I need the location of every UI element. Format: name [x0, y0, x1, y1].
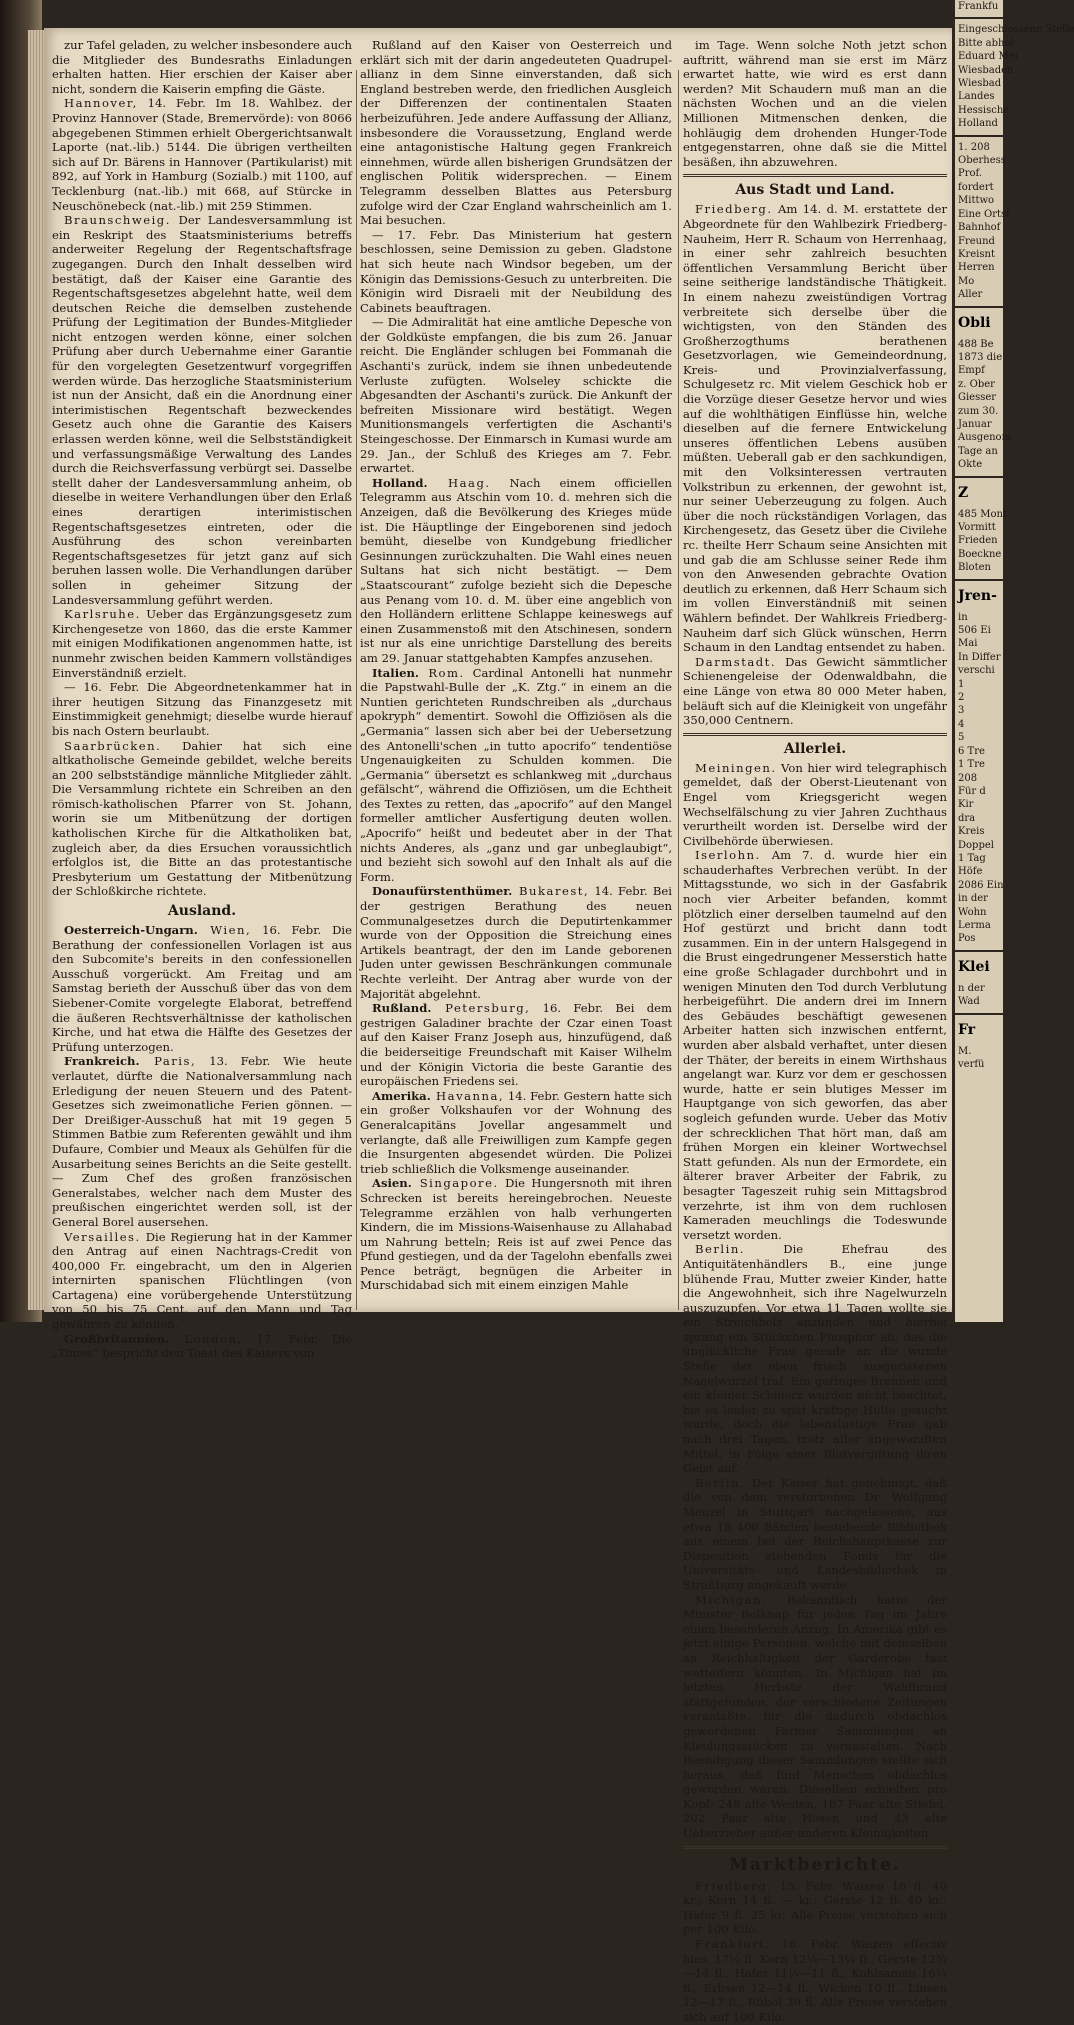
strip-text: Empf	[958, 365, 985, 377]
strip-text: zum 30.	[958, 405, 999, 417]
strip-text: 1 Tre	[958, 759, 985, 771]
section-rule	[683, 174, 947, 177]
country-heading: Italien.	[372, 665, 419, 680]
strip-text: 6 Tre	[958, 745, 985, 757]
adjacent-page-strip	[952, 0, 1074, 1322]
article-paragraph	[683, 38, 947, 169]
strip-heading: Obli	[958, 314, 991, 331]
dateline: Braunschweig.	[64, 213, 171, 228]
article-paragraph	[360, 1089, 672, 1177]
dateline: Paris,	[139, 1054, 197, 1069]
article-paragraph	[52, 1230, 352, 1332]
article-paragraph	[52, 38, 352, 96]
dateline: Bukarest,	[512, 884, 590, 899]
dateline: Versailles.	[64, 1229, 141, 1244]
strip-text: 208	[958, 772, 978, 784]
article-text: Am 14. d. M. erstattete der Abgeordnete für den Wahlbezirk Friedberg-Nauheim, Herr R. Schaum von Herrenhaag, in einer sehr zahlreich besuchten öffentlichen Versammlung Bericht über seine seitherige landständische Thätigkeit. In einem nahezu zweistündigen Vortrag verbreitete sich derselbe über die wichtigsten, von den Ständen des Großherzogthums berathenen Gesetzvorlagen, wie Gemeindeordnung, Kreis- und Provinzialverfassung, Schulgesetz rc. Mit vielem Geschick hob er die Vorzüge dieser Gesetze hervor und wies auf die wohlthätigen Einflüsse hin, welche dieselben auf die fernere Entwickelung unseres öffentlichen Lebens ausüben müßten. Ueberall gab er den sachkundigen, mit den Volksinteressen vertrauten Volkstribun zu erkennen, der gewohnt ist, nur seiner Ueberzeugung zu folgen. Auch über die noch rückständigen Vorlagen, das Kirchengesetz, das Gesetz über die Civilehe rc. theilte Herr Schaum seine Ansichten mit und gab die am Schlusse seiner Rede ihm von den Anwesenden gebrachte Ovation deutlich zu erkennen, daß Herr Schaum sich im vollen Einverständniß mit seinen Wählern befindet. Der Wahlkreis Friedberg-Nauheim darf sich Glück wünschen, Herrn Schaum in den Landtag entsendet zu haben.	[683, 202, 947, 655]
dateline: Iserlohn.	[695, 848, 761, 863]
article-text: 13. Febr. Wie heute verlautet, dürfte die Nationalversammlung nach Erledigung der neuen Steuern und des Patent-Gesetzes sich zweimonatliche Ferien gönnen. — Der Dreißiger-Ausschuß hat mit 19 gegen 5 Stimmen Batbie zum Referenten gewählt und ihm Dufaure, Combier und Meaux als Gehülfen für die Ausarbeitung seines Berichts an die Seite gestellt. — Zum Chef des großen französischen Generalstabes, welcher nach dem Muster des preußischen eingerichtet werden soll, ist der General Borel ausersehen.	[52, 1054, 353, 1229]
article-paragraph	[683, 1937, 947, 2025]
dateline: Petersburg,	[431, 1001, 531, 1016]
strip-text: Vormitt	[958, 522, 996, 533]
strip-text: Kreis	[958, 826, 985, 838]
dateline: Frankfurt,	[695, 1937, 771, 1952]
column-1	[52, 38, 353, 1361]
strip-text: Hessische	[958, 104, 1010, 116]
strip-text: Kir	[958, 799, 974, 811]
strip-text: 4	[958, 718, 965, 730]
dateline: Singapore.	[411, 1176, 499, 1191]
article-text: 17. Febr. Die „Times“ bespricht den Toast des Kaisers von	[52, 1331, 352, 1361]
article-text: Nach einem officiellen Telegramm aus Atschin vom 10. d. mehren sich die Anzeigen, daß die Bevölkerung des Krieges müde ist. Die Häuptlinge der Eingeborenen sind jedoch bemüht, dieselbe von Kundgebung friedlicher Gesinnungen zurückzuhalten. Die Wahl eines neuen Sultans hat sich nicht bestätigt. — Dem „Staatscourant“ zufolge bezieht sich die Depesche aus Penang vom 10. d. M. über eine angeblich von den Holländern erlittene Schlappe keineswegs auf einen Zusammenstoß mit den Atschinesen, sondern ist nur als eine unrichtige Darstellung des bereits am 29. Januar stattgehabten Kampfes anzusehen.	[360, 475, 672, 665]
article-text: Das Gewicht sämmtlicher Schienengeleise der Odenwaldbahn, die eine Länge von etwa 80 000 Meter haben, beläuft sich auf die Kleinigkeit von ungefähr 350,000 Centnern.	[683, 654, 947, 728]
dateline: Wien,	[197, 923, 252, 938]
strip-text: M.	[958, 1045, 972, 1057]
strip-text: Boeckne	[958, 548, 1002, 560]
article-text: zur Tafel geladen, zu welcher insbesondere auch die Mitglieder des Bundesraths Einladungen erhalten hatten. Hier erschien der Kaiser aber nicht, sondern die Kaiserin empfing die Gäste.	[52, 38, 352, 96]
strip-text: 485 Mont	[958, 508, 1007, 520]
article-paragraph	[360, 666, 672, 885]
article-paragraph	[360, 1176, 672, 1293]
article-text: 16. Febr. Waizen effectiv hies. 17¼ fl. Korn 12¼—13¼ fl., Gerste 12¾—14 fl., Hafer 11¼—11 fl., Kohlsamen 16¼ fl., Erbsen 12—14 fl., Wicken 10 fl., Linsen 12—17 fl., Rüböl 39 fl. Alle Preise verstehen sich auf 100 Kilo.	[683, 1937, 947, 2024]
strip-rule	[955, 950, 1003, 952]
dateline: Karlsruhe.	[64, 607, 141, 622]
dateline: Hannover,	[64, 96, 138, 111]
strip-text: 506 Ei	[958, 625, 991, 637]
article-paragraph	[360, 228, 672, 316]
strip-rule	[955, 579, 1003, 581]
article-text: im Tage. Wenn solche Noth jetzt schon auftritt, während man sie erst im März erwartet hatte, wie wird es erst dann werden? Mit Schaudern muß man an die nächsten Wochen und an die vielen Millionen Mitmenschen denken, die hohläugig dem drohenden Hunger-Tode entgegenstarren, ohne daß sie die Mittel besäßen, ihn abzuwehren.	[683, 38, 947, 169]
dateline: Friedberg,	[695, 1878, 773, 1893]
article-text: Cardinal Antonelli hat nunmehr die Papstwahl-Bulle der „K. Ztg.“ in einem an die Nuntien gerichteten Rundschreiben als „durchaus apokryph“ dementirt. Sowohl die Offiziösen als die „Germania“ lassen sich aber bei der Uebersetzung des Antonelli'schen „in tutto apocrifo“ tendentiöse Ungenauigkeiten zu Schulden kommen. Die „Germania“ übersetzt es schlankweg mit „durchaus gefälscht“, während die Offiziösen, um die Echtheit des Textes zu retten, das „apocrifo“ auf den Mangel formeller amtlicher Ausfertigung deuten wollen. „Apocrifo“ heißt und bedeutet aber in der That nichts Anderes, als „ganz und gar unbeglaubigt“, und bezieht sich sowohl auf den Inhalt als auf die Form.	[360, 665, 672, 884]
strip-heading: Fr	[958, 1021, 976, 1038]
article-text: Die Hungersnoth mit ihren Schrecken ist bereits hereingebrochen. Neueste Telegramme erzählen von halb verhungerten Kindern, die im Missions-Waisenhause zu Allahabad um Nahrung betteln; Reis ist auf zwei Pence das Pfund gestiegen, und da der Tagelohn ebenfalls zwei Pence beträgt, begnügen die Arbeiter in Murschidabad sich mit einem einzigen Mahle	[360, 1176, 672, 1293]
dateline: Darmstadt.	[695, 654, 777, 669]
dateline: Michigan.	[695, 1592, 768, 1607]
dateline: Haag.	[427, 475, 491, 490]
article-paragraph	[360, 1001, 672, 1089]
article-text: Von hier wird telegraphisch gemeldet, daß der Oberst-Lieutenant von Engel vom Kriegsgericht wegen Wechselfälschung zu vier Jahren Zuchthaus verurtheilt worden ist. Derselbe wird der Civilbehörde überwiesen.	[683, 760, 947, 848]
article-paragraph	[52, 607, 352, 680]
strip-text: Prof.	[958, 168, 983, 180]
strip-rule	[955, 17, 1003, 19]
article-paragraph	[360, 38, 672, 228]
article-text: 16. Febr. Die Berathung der confessionellen Vorlagen ist aus den Subcomite's bereits in den confessionellen Ausschuß vorgerückt. Am Freitag und am Samstag berieth der Ausschuß über das von dem Siebener-Comite vorgelegte Elaborat, betreffend die äußeren Rechtsverhältnisse der katholischen Kirche, und hat etwa die Hälfte des Gesetzes der Prüfung unterzogen.	[52, 923, 352, 1054]
strip-text: 1873 die	[958, 351, 1003, 363]
strip-text: Landes	[958, 91, 995, 103]
article-paragraph	[683, 1879, 947, 1937]
country-heading: Großbritannien.	[64, 1331, 170, 1346]
strip-text: Höfe	[958, 866, 983, 878]
section-heading: Ausland.	[167, 903, 237, 920]
strip-rule	[955, 1013, 1003, 1015]
section-heading: Marktberichte.	[729, 1854, 901, 1875]
article-paragraph	[52, 213, 352, 607]
article-paragraph	[52, 923, 352, 1054]
strip-text: Januar	[958, 418, 992, 430]
column-2	[360, 38, 672, 1298]
column-3	[683, 38, 947, 2024]
article-paragraph	[683, 1593, 947, 1841]
strip-text: Mittwo	[958, 195, 995, 207]
article-text: — 16. Febr. Die Abgeordnetenkammer hat in ihrer heutigen Sitzung das Finanzgesetz mit Einstimmigkeit genehmigt; dieselbe wurde hierauf bis nach Ostern beurlaubt.	[52, 680, 352, 738]
country-heading: Rußland.	[372, 1001, 432, 1016]
article-text: Die Regierung hat in der Kammer den Antrag auf einen Nachtrags-Credit von 400,000 Fr. eingebracht, um den in Algerien internirten spanischen Flüchtlingen (von Cartagena) eine vorübergehende Unterstützung von 50 bis 75 Cent. auf den Mann und Tag gewähren zu können.	[52, 1229, 352, 1332]
strip-text: z. Ober	[958, 378, 995, 390]
strip-text: verfü	[958, 1059, 985, 1070]
dateline: Friedberg.	[695, 202, 773, 217]
strip-heading: Jren-	[958, 587, 997, 604]
strip-rule	[955, 476, 1003, 478]
article-text: Rußland auf den Kaiser von Oesterreich und erklärt sich mit der darin angedeuteten Quadrupel-allianz in dem Sinne einverstanden, daß sich England bestreben werde, den friedlichen Ausgleich der Differenzen der continentalen Staaten herbeizuführen. Jede andere Auffassung der Allianz, insbesondere die Voraussetzung, England werde eine antagonistische Haltung gegen Frankreich einnehmen, würde allen bisherigen Grundsätzen der englischen Politik widersprechen. — Einem Telegramm desselben Blattes aus Petersburg zufolge wird der Czar England wahrscheinlich am 1. Mai besuchen.	[360, 38, 672, 228]
article-text: Dahier hat sich eine altkatholische Gemeinde gebildet, welche bereits an 200 selbstständige männliche Mitglieder zählt. Die Versammlung richtete ein Schreiben an den römisch-katholischen Pfarrer von St. Johann, worin sie um Mitbenützung der dortigen katholischen Kirche für die Altkatholiken bat, zugleich aber, da dies Ersuchen voraussichtlich erfolglos ist, die Bitte an das protestantische Presbyterium um Gestattung der Mitbenützung der Schloßkirche richtete.	[52, 738, 352, 899]
section-rule	[683, 1846, 947, 1849]
column-rule	[678, 70, 679, 1310]
strip-text: in	[958, 611, 968, 623]
article-paragraph	[52, 739, 352, 900]
article-paragraph	[52, 680, 352, 738]
strip-text: Mo	[958, 275, 975, 287]
article-text: Die Ehefrau des Antiquitätenhändlers B., eine junge blühende Frau, Mutter zweier Kinder, hatte die Angewohnheit, sich ihre Nagelwurzeln auszuzupfen. Vor etwa 11 Tagen wollte sie ein Streichholz anzünden und hierbei sprang ein Stückchen Phosphor ab, das die unglückliche Frau gerade an die wunde Stelle der eben frisch ausgerissenen Nagelwurzel traf. Ein geringes Brennen und ein kleiner Schmerz wurden nicht beachtet, bis es leider zu spät kräftige Hülfe gesucht wurde, doch die lebenslustige Frau gab nach drei Tagen, trotz aller angewandten Mittel, in Folge einer Blutvergiftung ihren Geist auf.	[683, 1242, 947, 1476]
dateline: Berlin.	[695, 1242, 745, 1257]
strip-text: 5	[958, 732, 965, 744]
dateline: Saarbrücken.	[64, 738, 162, 753]
article-paragraph	[683, 655, 947, 728]
strip-text: in der	[958, 893, 988, 905]
strip-text: 1 Tag	[958, 852, 986, 864]
article-paragraph	[683, 848, 947, 1242]
strip-text: Freund	[958, 235, 995, 247]
strip-text: 2086 Ein	[958, 879, 1004, 891]
strip-text: Wohn	[958, 906, 987, 918]
country-heading: Amerika.	[372, 1088, 431, 1103]
strip-text: Für d	[958, 785, 986, 797]
strip-text: Oberhess	[958, 155, 1006, 167]
article-paragraph	[360, 476, 672, 666]
strip-text: Lerma	[958, 919, 991, 931]
strip-text: 3	[958, 705, 965, 717]
article-text: 14. Febr. Bei der gestrigen Berathung des neuen Communalgesetzes durch die Deputirtenkammer wurde von der Opposition die Streichung eines Artikels beantragt, der den im Lande geborenen Juden unter gewissen Beschränkungen communale Rechte verleiht. Der Antrag aber wurde von der Majorität abgelehnt.	[360, 884, 672, 1001]
article-paragraph	[683, 1242, 947, 1476]
article-paragraph	[360, 884, 672, 1001]
strip-text: Eingeschlossene Stelle	[958, 24, 1074, 36]
article-paragraph	[360, 315, 672, 476]
strip-text: Ausgenom	[958, 432, 1012, 444]
dateline: Meiningen.	[695, 760, 777, 775]
strip-heading: Klei	[958, 958, 990, 975]
strip-rule	[955, 306, 1003, 308]
strip-text: Bitte abhol	[958, 37, 1014, 49]
strip-text: Tage an	[958, 445, 998, 457]
country-heading: Donaufürstenthümer.	[372, 884, 513, 899]
strip-text: dra	[958, 812, 976, 824]
section-heading: Allerlei.	[783, 740, 847, 757]
strip-text: Wiesbaden	[958, 64, 1014, 76]
country-heading: Holland.	[372, 475, 428, 490]
strip-text: 488 Be	[958, 338, 994, 350]
strip-text: verschi	[958, 665, 995, 677]
country-heading: Asien.	[372, 1176, 412, 1191]
strip-text: fordert	[958, 181, 994, 193]
strip-text: Bahnhof	[958, 222, 1001, 234]
strip-text: Frankfu	[958, 1, 999, 12]
section-rule	[683, 733, 947, 736]
strip-text: 1	[958, 678, 965, 690]
article-text: 14. Febr. Gestern hatte sich ein großer Volkshaufen vor der Wohnung des Generalcapitäns Jovellar angesammelt und verlangte, daß alle Freiwilligen zum Kampfe gegen die Insurgenten abgesendet würden. Die Polizei trieb schließlich die Volksmenge auseinander.	[360, 1088, 673, 1176]
dateline: Berlin.	[695, 1475, 745, 1490]
article-text: Am 7. d. wurde hier ein schauderhaftes Verbrechen verübt. In der Mittagsstunde, wo sich in der Gasfabrik noch vier Arbeiter befanden, kommt plötzlich einer derselben taumelnd auf den Hof gestürzt und bricht dann todt zusammen. Ein in der untern Halsgegend in die Brust eingedrungener Messerstich hatte eine große Schlagader durchbohrt und in wenigen Minuten den Tod durch Verblutung herbeigeführt. Die andern drei im Innern des Gebäudes beschäftigt gewesenen Arbeiter hatten sich inzwischen entfernt, wurden aber alsbald verhaftet, unter diesen der Thäter, der bereits in einem Wirthshaus angelangt war. Kurz vor dem er geschossen wurde, hatte er sein blutiges Messer im Hauptgange von sich geworfen, das aber sogleich gefunden wurde. Ueber das Motiv der schrecklichen That hört man, daß am frühen Morgen ein kleiner Wortwechsel Statt gefunden. Als nun der Ermordete, ein älterer braver Arbeiter der Fabrik, zu besagter Tageszeit ruhig sein Mittagsbrod verzehrte, ist ihm von dem ruchlosen Kameraden meuchlings die Todeswunde versetzt worden.	[683, 848, 947, 1242]
strip-text: Herren	[958, 262, 995, 274]
article-paragraph	[683, 202, 947, 654]
country-heading: Oesterreich-Ungarn.	[64, 923, 198, 938]
strip-text: Frieden	[958, 535, 998, 547]
article-text: Bekanntlich hatte der Minister Belknap für jeden Tag im Jahre einen besonderen Anzug. In Amerika gibt es jetzt einige Personen, welche mit demselben an Reichhaltigkeit der Garderobe fast wetteifern könnten. In Michigan hat im letzten Herbste der Waldbrand stattgefunden, der verschiedene Zeitungen veranlaßte, für die dadurch obdachlos gewordenen Farmer Sammlungen an Kleidungsstücken zu veranstalten. Nach Beendigung dieser Sammlungen stellte sich heraus, daß fünf Menschen obdachlos geworden waren. Dieselben erhielten pro Kopf: 248 alte Westen, 187 Paar alte Stiefel, 202 Paar alte Hosen und 43 alte Ueberzieher außer anderen Kleinigkeiten.	[683, 1592, 947, 1841]
article-paragraph	[52, 1332, 352, 1361]
strip-text: Okte	[958, 459, 983, 471]
dateline: Havanna,	[430, 1088, 505, 1103]
article-text: 15. Febr. Waizen 16 fl. 40 kr.; Korn 14 fl. — kr.; Gerste 12 fl. 40 kr.; Hafer 9 fl. 25 kr. Alle Preise verstehen sich per 100 Kilo.	[683, 1878, 947, 1937]
strip-text: Eduard Mei	[958, 51, 1018, 63]
strip-text: Giesser	[958, 392, 997, 404]
strip-text: Mai	[958, 638, 978, 650]
strip-text: Eine Ortst	[958, 208, 1011, 220]
strip-text: 1. 208	[958, 141, 990, 153]
strip-text: Holland	[958, 118, 998, 130]
article-text: — Die Admiralität hat eine amtliche Depesche von der Goldküste empfangen, die bis zum 26. Januar reicht. Die Engländer schlugen bei Fommanah die Aschanti's zurück, indem sie ihnen unbedeutende Verluste zufügten. Wolseley schickte die Abgesandten der Aschanti's zurück. Die Ankunft der befreiten Missionare wird bestätigt. Wegen Munitionsmangels verfertigten die Aschanti's Steingeschosse. Der Einmarsch in Kumasi wurde am 29. Jan., der Schluß des Krieges am 7. Febr. erwartet.	[360, 315, 672, 476]
strip-text: Doppel	[958, 839, 994, 851]
article-paragraph	[683, 761, 947, 849]
strip-text: In Differ	[958, 651, 1001, 663]
dateline: London,	[169, 1331, 243, 1346]
column-rule	[356, 70, 357, 1310]
strip-text: 2	[958, 692, 965, 704]
section-heading: Aus Stadt und Land.	[735, 182, 895, 199]
article-text: Der Landesversammlung ist ein Reskript des Staatsministeriums betreffs anderweiter Regelung der Regentschaftsfrage zugegangen. Durch den Inhalt desselben wird bestätigt, daß der Kaiser eine Garantie des Regentschaftsgesetzes abgelehnt hatte, weil dem deutschen Reiche die demselben zustehende Prüfung der Legitimation der Bundes-Mitglieder nicht entzogen werden könne, einer solchen Prüfung aber durch Uebernahme einer Garantie für den vorgelegten Gesetzentwurf vorgegriffen werden würde. Das herzogliche Staatsministerium ist nun der Ansicht, daß ein die Anordnung einer interimistischen Regentschaft bezweckendes Gesetz auch ohne die Garantie des Kaisers erlassen werden könne, weil die Selbstständigkeit und verfassungsmäßige Verwaltung des Landes durch die Reichsverfassung verbürgt sei. Dasselbe stellt daher der Landesversammlung anheim, ob dieselbe in weitere Verhandlungen über den Erlaß eines derartigen interimistischen Regentschaftsgesetzes eintreten, oder die Ausführung des schon vereinbarten Regentschaftsgesetzes für jetzt ganz auf sich beruhen lassen wolle. Die Verhandlungen darüber sollen in geheimer Sitzung der Landesversammlung geführt werden.	[52, 213, 352, 607]
article-text: 16. Febr. Bei dem gestrigen Galadiner brachte der Czar einen Toast auf den Kaiser Franz Joseph aus, hinzufügend, daß die beiderseitige Freundschaft mit Kaiser Wilhelm und der Königin Victoria die beste Garantie des europäischen Friedens sei.	[360, 1001, 672, 1089]
article-paragraph	[683, 1476, 947, 1593]
article-text: 14. Febr. Im 18. Wahlbez. der Provinz Hannover (Stade, Bremervörde): von 8066 abgegebenen Stimmen erhielt Obergerichtsanwalt Laporte (nat.-lib.) 5144. Die übrigen vertheilten sich auf Dr. Bärens in Hannover (Partikularist) mit 892, auf York in Hamburg (Sozialb.) mit 1100, auf Tecklenburg (nat.-lib.) mit 668, auf Stürcke in Neuschönebeck (nat.-lib.) mit 259 Stimmen.	[52, 96, 352, 213]
dateline: Rom.	[418, 665, 465, 680]
strip-rule	[955, 135, 1003, 137]
article-paragraph	[52, 96, 352, 213]
article-text: — 17. Febr. Das Ministerium hat gestern beschlossen, seine Demission zu geben. Gladstone hat sich heute nach Windsor begeben, um der Königin das Demissions-Gesuch zu unterbreiten. Die Königin wird Disraeli mit der Neubildung des Cabinets beauftragen.	[360, 227, 672, 315]
strip-text: Wiesbad	[958, 78, 1002, 90]
strip-text: Bloten	[958, 562, 991, 574]
strip-text: n der	[958, 982, 985, 994]
article-text: Der Kaiser hat genehmigt, daß die von dem verstorbenen Dr. Wolfgang Menzel in Stuttgart nachgelassene, aus etwa 18 400 Bänden bestehende Bibliothek aus einem bei der Reichshauptkasse zur Disposition stehenden Fonds für die Universitäts- und Landesbibliothek in Straßburg angekauft werde.	[683, 1475, 947, 1592]
strip-text: Aller	[958, 289, 983, 301]
country-heading: Frankreich.	[64, 1054, 140, 1069]
article-paragraph	[52, 1054, 352, 1229]
strip-text: Wad	[958, 996, 980, 1008]
strip-heading: Z	[958, 484, 969, 501]
strip-text: Kreisnt	[958, 248, 995, 260]
article-text: Ueber das Ergänzungsgesetz zum Kirchengesetze von 1860, das die erste Kammer mit einigen Modifikationen angenommen hatte, ist nunmehr zwischen beiden Kammern vollständiges Einverständniß erzielt.	[52, 607, 352, 680]
strip-text: Pos	[958, 933, 976, 945]
